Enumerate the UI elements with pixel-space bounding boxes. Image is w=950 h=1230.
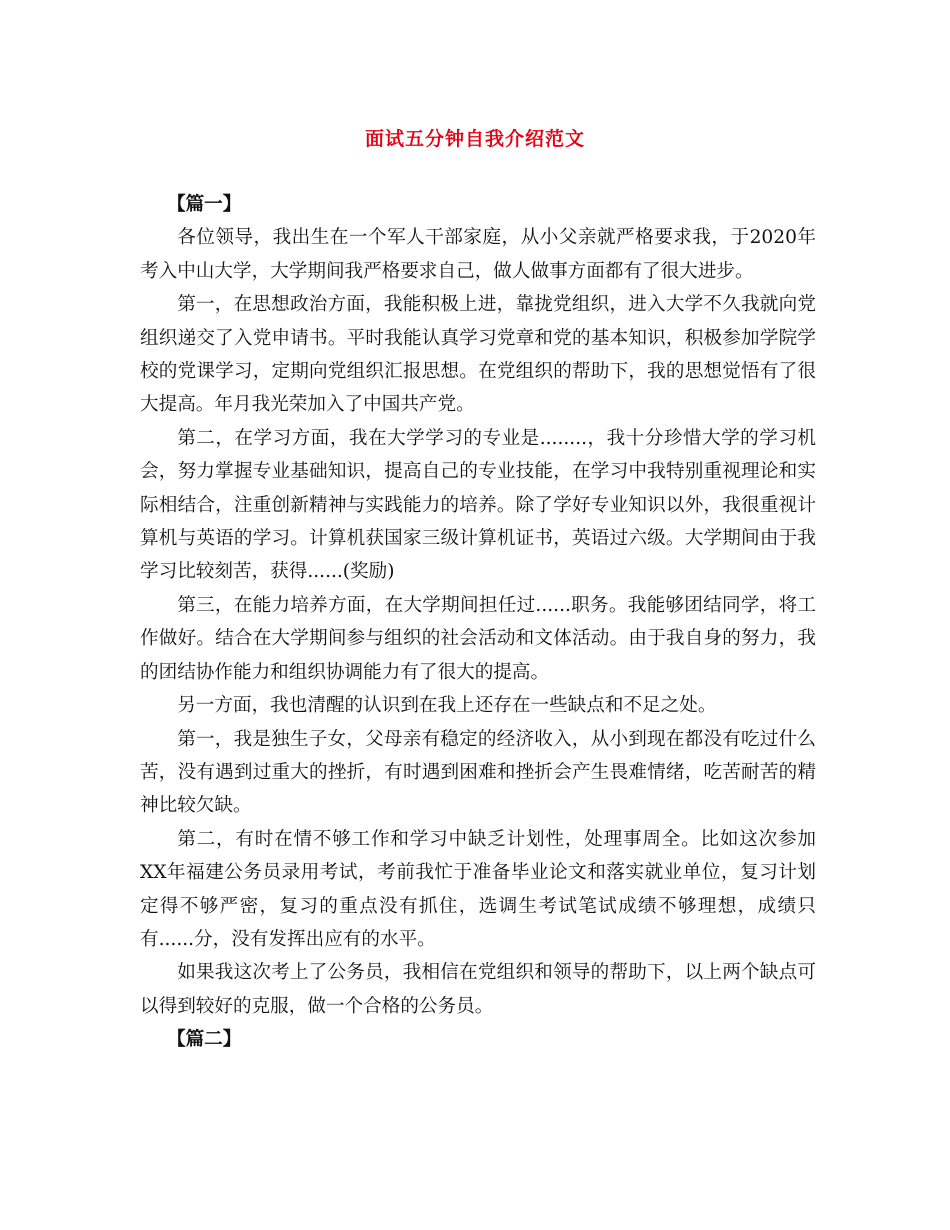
document-body [140,188,816,1057]
paragraph: 第二，有时在情不够工作和学习中缺乏计划性，处理事周全。比如这次参加XX年福建公务员录用考试，考前我忙于准备毕业论文和落实就业单位，复习计划定得不够严密，复习的重点没有抓住，选调生考试笔试成绩不够理想，成绩只有......分，没有发挥出应有的水平。 [140,828,816,950]
section-heading-1: 【篇一】 [166,194,242,215]
section-heading-2: 【篇二】 [166,1029,242,1051]
paragraph: 如果我这次考上了公务员，我相信在党组织和领导的帮助下，以上两个缺点可以得到较好的克服，做一个合格的公务员。 [140,962,816,1017]
paragraph: 另一方面，我也清醒的认识到在我上还存在一些缺点和不足之处。 [177,695,717,717]
paragraph: 第二，在学习方面，我在大学学习的专业是........，我十分珍惜大学的学习机会，努力掌握专业基础知识，提高自己的专业技能，在学习中我特别重视理论和实际相结合，注重创新精神与实践能力的培养。除了学好专业知识以外，我很重视计算机与英语的学习。计算机获国家三级计算机证书，英语过六级。大学期间由于我学习比较刻苦，获得......(奖励) [140,427,816,583]
paragraph: 第一，我是独生子女，父母亲有稳定的经济收入，从小到现在都没有吃过什么苦，没有遇到过重大的挫折，有时遇到困难和挫折会产生畏难情绪，吃苦耐苦的精神比较欠缺。 [140,728,816,817]
paragraph: 各位领导，我出生在一个军人干部家庭，从小父亲就严格要求我，于2020年考入中山大学，大学期间我严格要求自己，做人做事方面都有了很大进步。 [140,227,816,282]
document-title: 面试五分钟自我介绍范文 [364,128,585,150]
paragraph: 第三，在能力培养方面，在大学期间担任过......职务。我能够团结同学，将工作做好。结合在大学期间参与组织的社会活动和文体活动。由于我自身的努力，我的团结协作能力和组织协调能力有了很大的提高。 [140,594,816,683]
paragraph: 第一，在思想政治方面，我能积极上进，靠拢党组织，进入大学不久我就向党组织递交了入党申请书。平时我能认真学习党章和党的基本知识，积极参加学院学校的党课学习，定期向党组织汇报思想。在党组织的帮助下，我的思想觉悟有了很大提高。年月我光荣加入了中国共产党。 [140,294,816,416]
